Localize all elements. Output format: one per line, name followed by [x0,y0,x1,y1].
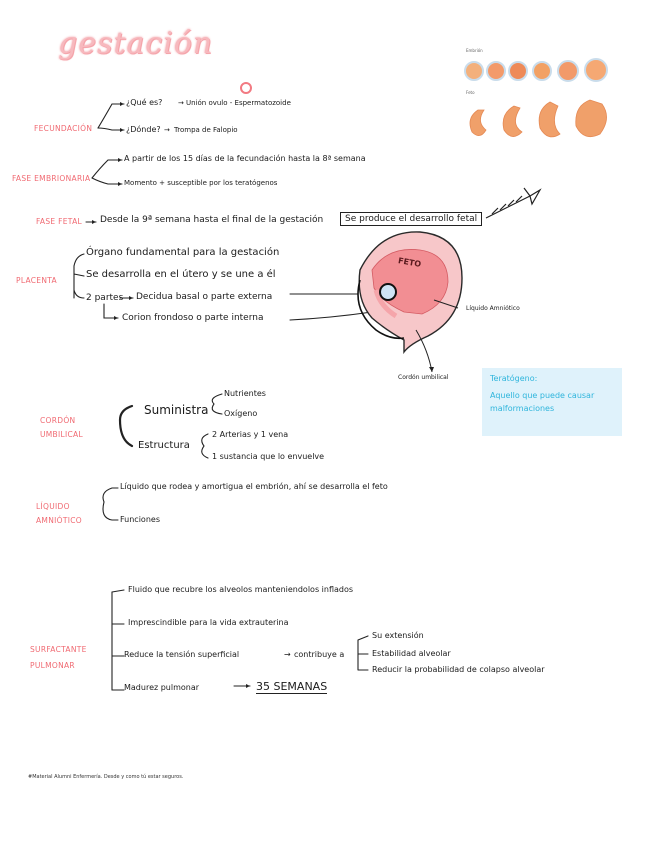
cordon-s1: Nutrientes [224,389,266,398]
surfactante-item-3b: contribuye a [294,650,345,659]
fetal-text: Desde la 9ª semana hasta el final de la gestación [100,215,324,225]
fecundacion-label: FECUNDACIÓN [34,124,93,133]
fecundacion-q2: ¿Dónde? [126,125,161,134]
surfactante-item-1: Fluido que recubre los alveolos manteniendolos inflados [128,585,354,594]
fecundacion-a2: Trompa de Falopio [174,126,238,134]
embryo-development-image [462,48,622,152]
placenta-item-3: Decidua basal o parte externa [136,292,273,302]
diagram-liquido-label: Líquido Amniótico [466,305,520,312]
fecundacion-q1: ¿Qué es? [126,98,163,107]
fetal-label: FASE FETAL [36,217,83,226]
fecundacion-a1: Unión ovulo - Espermatozoide [186,99,291,107]
teratogeno-body: Aquello que puede causar malformaciones [490,391,595,413]
teratogeno-note [482,368,622,436]
embrionaria-label: FASE EMBRIONARIA [12,174,91,183]
diagram-feto-label: FETO [397,256,422,269]
cordon-e1: 2 Arterias y 1 vena [212,430,289,439]
surfactante-c3: Reducir la probabilidad de colapso alveolar [372,665,545,674]
cordon-suministra: Suministra [144,403,209,417]
surfactante-c1: Su extensión [372,631,424,640]
liquido-item-2: Funciones [120,515,160,524]
liquido-label: LÍQUIDO AMNIÓTICO [36,502,82,525]
liquido-item-1: Líquido que rodea y amortigua el embrión, ahí se desarrolla el feto [120,482,388,491]
teratogeno-title: Teratógeno: [490,374,538,383]
cordon-label: CORDÓN UMBILICAL [40,416,83,439]
fetal-bracket: Se produce el desarrollo fetal [340,212,482,226]
surfactante-item-4b: 35 SEMANAS [256,680,328,693]
cordon-estructura: Estructura [138,440,190,451]
embryo-row-label: Embrión [466,48,483,53]
fetus-row-label: Feto [466,90,475,95]
surfactante-c2: Estabilidad alveolar [372,649,451,658]
page-title: gestación [58,26,214,61]
cordon-s2: Oxígeno [224,409,258,418]
surfactante-label: SURFACTANTE PULMONAR [30,645,87,670]
placenta-item-3-prefix: 2 partes [86,293,124,303]
embrionaria-item-2: Momento + susceptible por los teratógenos [124,179,278,187]
placenta-item-2: Se desarrolla en el útero y se une a él [86,269,276,280]
surfactante-item-4: Madurez pulmonar [124,683,200,692]
cordon-e2: 1 sustancia que lo envuelve [212,452,325,461]
footer-note: #Material Alumni Enfermería. Desde y como tú estar seguros. [28,774,184,780]
surfactante-item-3: Reduce la tensión superficial [124,650,240,659]
placenta-item-4: Corion frondoso o parte interna [122,313,264,323]
placenta-label: PLACENTA [16,276,57,285]
embrionaria-item-1: A partir de los 15 días de la fecundación hasta la 8ª semana [124,154,366,163]
placenta-item-1: Órgano fundamental para la gestación [86,247,280,258]
embryo-illustrations [462,48,622,152]
surfactante-item-2: Imprescindible para la vida extrauterina [128,618,289,627]
diagram-cordon-label: Cordón umbilical [398,374,449,381]
